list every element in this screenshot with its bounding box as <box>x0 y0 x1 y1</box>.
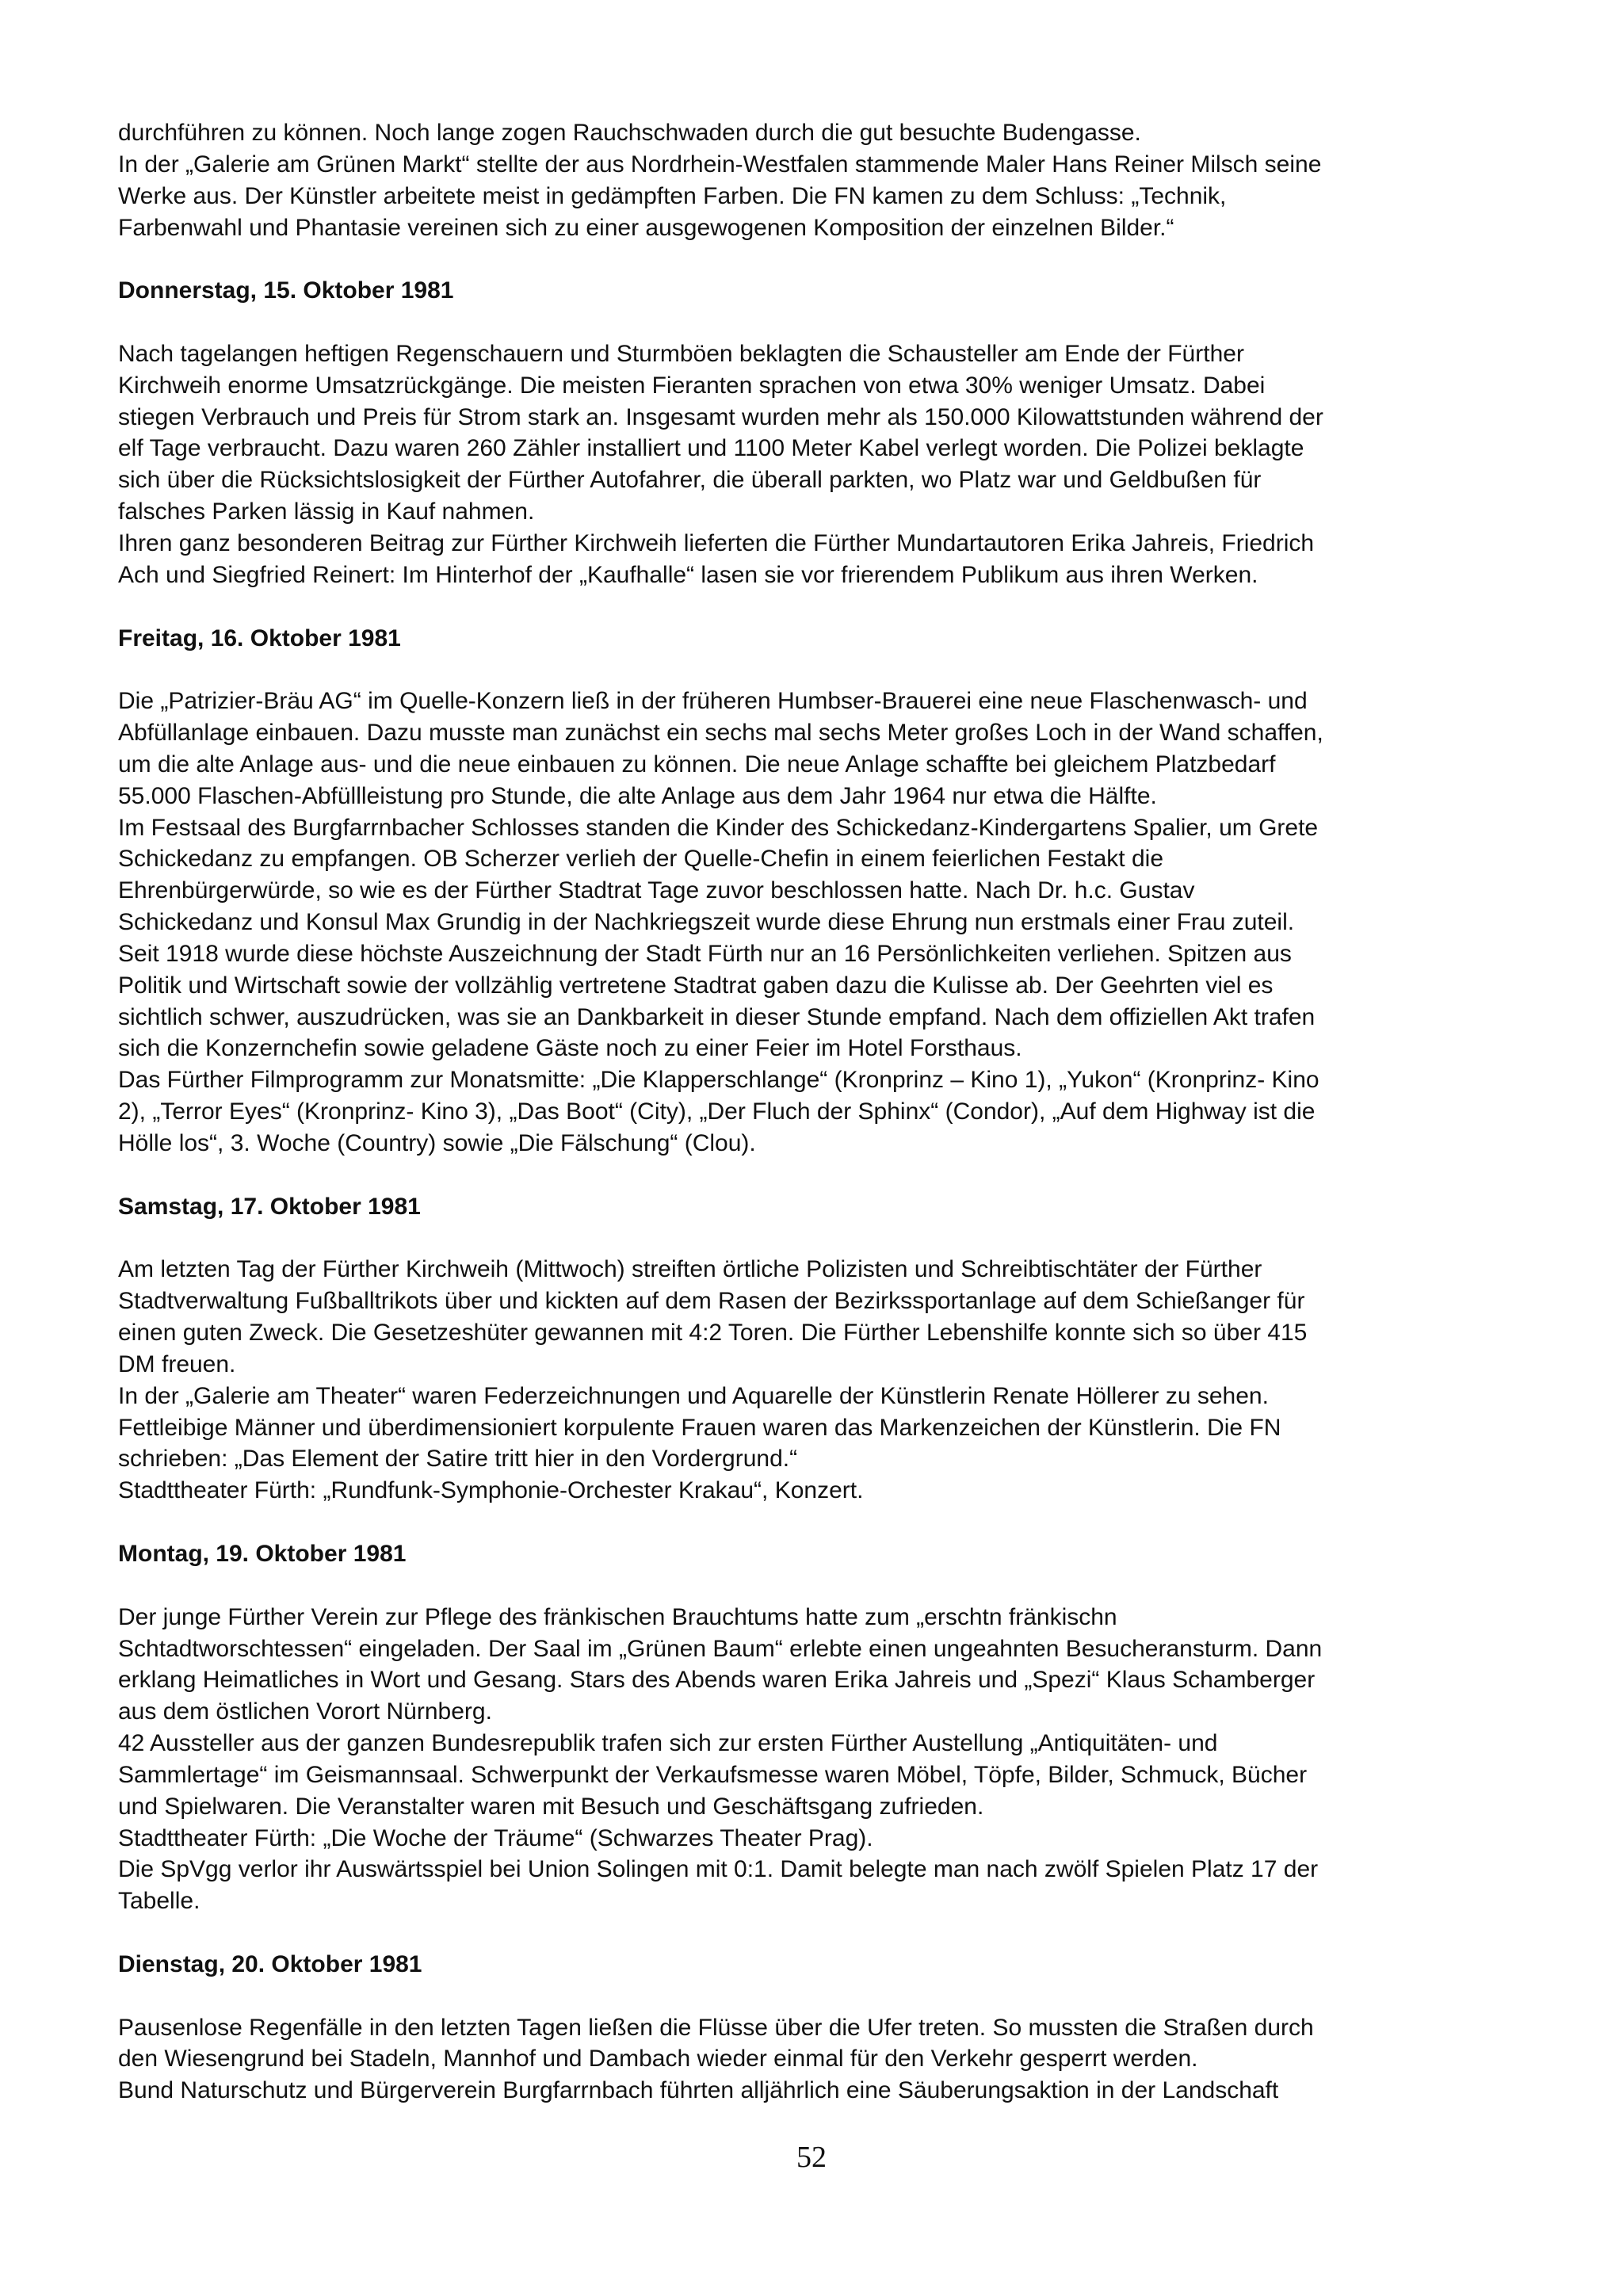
text-line: Tabelle. <box>118 1888 200 1915</box>
text-line: sich die Konzernchefin sowie geladene Gäste noch zu einer Feier im Hotel Forsthaus. <box>118 1035 1022 1062</box>
text-line: Abfüllanlage einbauen. Dazu musste man zunächst ein sechs mal sechs Meter großes Loch in der Wand schaffen, <box>118 720 1323 747</box>
text-line: 55.000 Flaschen-Abfüllleistung pro Stunde, die alte Anlage aus dem Jahr 1964 nur etwa die Hälfte. <box>118 782 1157 809</box>
text-line: Stadttheater Fürth: „Die Woche der Träume“ (Schwarzes Theater Prag). <box>118 1824 873 1851</box>
text-line: Der junge Fürther Verein zur Pflege des fränkischen Brauchtums hatte zum „erschtn fränkischn <box>118 1603 1117 1630</box>
section-heading: Dienstag, 20. Oktober 1981 <box>118 1950 422 1977</box>
text-line: elf Tage verbraucht. Dazu waren 260 Zähler installiert und 1100 Meter Kabel verlegt worden. Die Polizei beklagte <box>118 435 1304 462</box>
text-line: Die SpVgg verlor ihr Auswärtsspiel bei Union Solingen mit 0:1. Damit belegte man nach zwölf Spielen Platz 17 der <box>118 1856 1319 1883</box>
spacer <box>118 591 1592 623</box>
text-line: Nach tagelangen heftigen Regenschauern und Sturmböen beklagten die Schausteller am Ende der Fürther <box>118 340 1244 367</box>
text-line: Hölle los“, 3. Woche (Country) sowie „Die Fälschung“ (Clou). <box>118 1130 756 1156</box>
text-line: sichtlich schwer, auszudrücken, was sie an Dankbarkeit in dieser Stunde empfand. Nach dem offiziellen Akt trafen <box>118 1003 1316 1030</box>
spacer <box>118 1570 1592 1602</box>
text-line: Fettleibige Männer und überdimensioniert korpulente Frauen waren das Markenzeichen der Künstlerin. Die FN <box>118 1414 1281 1441</box>
text-line: Im Festsaal des Burgfarrnbacher Schlosses standen die Kinder des Schickedanz-Kindergartens Spalier, um Grete <box>118 814 1319 841</box>
text-line: Seit 1918 wurde diese höchste Auszeichnung der Stadt Fürth nur an 16 Persönlichkeiten verliehen. Spitzen aus <box>118 940 1292 967</box>
text-line: Kirchweih enorme Umsatzrückgänge. Die meisten Fieranten sprachen von etwa 30% weniger Umsatz. Dabei <box>118 372 1266 399</box>
spacer <box>118 1507 1592 1538</box>
text-line: einen guten Zweck. Die Gesetzeshüter gewannen mit 4:2 Toren. Die Fürther Lebenshilfe konnte sich so über 415 <box>118 1320 1308 1347</box>
text-line: In der „Galerie am Theater“ waren Federzeichnungen und Aquarelle der Künstlerin Renate Höllerer zu sehen. <box>118 1382 1269 1409</box>
text-line: den Wiesengrund bei Stadeln, Mannhof und Dambach wieder einmal für den Verkehr gesperrt werden. <box>118 2046 1198 2073</box>
text-line: In der „Galerie am Grünen Markt“ stellte der aus Nordrhein-Westfalen stammende Maler Hans Reiner Milsch seine <box>118 151 1322 178</box>
text-line: Bund Naturschutz und Bürgerverein Burgfarrnbach führten alljährlich eine Säuberungsaktion in der Landschaft <box>118 2077 1279 2104</box>
text-line: Schtadtworschtessen“ eingeladen. Der Saal im „Grünen Baum“ erlebte einen ungeahnten Besucheransturm. Dann <box>118 1635 1323 1662</box>
text-line: Ehrenbürgerwürde, so wie es der Fürther Stadtrat Tage zuvor beschlossen hatte. Nach Dr. h.c. Gustav <box>118 877 1195 904</box>
section-heading: Samstag, 17. Oktober 1981 <box>118 1193 421 1220</box>
text-line: Pausenlose Regenfälle in den letzten Tagen ließen die Flüsse über die Ufer treten. So mussten die Straßen durch <box>118 2014 1314 2041</box>
section-heading: Montag, 19. Oktober 1981 <box>118 1540 407 1567</box>
text-line: Ihren ganz besonderen Beitrag zur Fürther Kirchweih lieferten die Fürther Mundartautoren Erika Jahreis, Friedrich <box>118 529 1315 556</box>
spacer <box>118 307 1592 338</box>
text-line: Die „Patrizier-Bräu AG“ im Quelle-Konzern ließ in der früheren Humbser-Brauerei eine neue Flaschenwasch- und <box>118 688 1308 715</box>
text-line: Das Fürther Filmprogramm zur Monatsmitte: „Die Klapperschlange“ (Kronprinz – Kino 1), „Yukon“ (Kronprinz- Kino <box>118 1067 1319 1094</box>
document-body <box>118 117 1592 2107</box>
text-line: und Spielwaren. Die Veranstalter waren mit Besuch und Geschäftsgang zufrieden. <box>118 1793 984 1820</box>
text-line: um die alte Anlage aus- und die neue einbauen zu können. Die neue Anlage schaffte bei gleichem Platzbedarf <box>118 751 1276 777</box>
text-line: stiegen Verbrauch und Preis für Strom stark an. Insgesamt wurden mehr als 150.000 Kilowattstunden während der <box>118 403 1323 430</box>
text-line: falsches Parken lässig in Kauf nahmen. <box>118 499 535 525</box>
text-line: Farbenwahl und Phantasie vereinen sich zu einer ausgewogenen Komposition der einzelnen Bilder.“ <box>118 214 1174 241</box>
text-line: schrieben: „Das Element der Satire tritt hier in den Vordergrund.“ <box>118 1446 798 1473</box>
section-heading: Donnerstag, 15. Oktober 1981 <box>118 277 454 304</box>
text-line: Ach und Siegfried Reinert: Im Hinterhof der „Kaufhalle“ lasen sie vor frierendem Publikum aus ihren Werken. <box>118 561 1258 588</box>
text-line: sich über die Rücksichtslosigkeit der Fürther Autofahrer, die überall parkten, wo Platz war und Geldbußen für <box>118 467 1262 494</box>
section-heading: Freitag, 16. Oktober 1981 <box>118 625 401 651</box>
text-line: Am letzten Tag der Fürther Kirchweih (Mittwoch) streiften örtliche Polizisten und Schreibtischtäter der Fürther <box>118 1256 1262 1283</box>
spacer <box>118 1223 1592 1255</box>
page-number: 52 <box>796 2141 827 2174</box>
text-line: Stadtverwaltung Fußballtrikots über und kickten auf dem Rasen der Bezirkssportanlage auf dem Schießanger für <box>118 1288 1305 1315</box>
text-line: DM freuen. <box>118 1350 236 1377</box>
spacer <box>118 1159 1592 1191</box>
text-line: Schickedanz und Konsul Max Grundig in der Nachkriegszeit wurde diese Ehrung nun erstmals einer Frau zuteil. <box>118 909 1295 936</box>
text-line: erklang Heimatliches in Wort und Gesang. Stars des Abends waren Erika Jahreis und „Spezi“ Klaus Schamberger <box>118 1667 1316 1694</box>
spacer <box>118 243 1592 275</box>
text-line: Politik und Wirtschaft sowie der vollzählig vertretene Stadtrat gaben dazu die Kulisse ab. Der Geehrten viel es <box>118 972 1274 999</box>
text-line: aus dem östlichen Vorort Nürnberg. <box>118 1698 492 1725</box>
text-line: Stadttheater Fürth: „Rundfunk-Symphonie-Orchester Krakau“, Konzert. <box>118 1477 864 1504</box>
spacer <box>118 1917 1592 1949</box>
text-line: Schickedanz zu empfangen. OB Scherzer verlieh der Quelle-Chefin in einem feierlichen Festakt die <box>118 846 1164 873</box>
spacer <box>118 1981 1592 2012</box>
text-line: Sammlertage“ im Geismannsaal. Schwerpunkt der Verkaufsmesse waren Möbel, Töpfe, Bilder, Schmuck, Bücher <box>118 1761 1308 1788</box>
text-line: 2), „Terror Eyes“ (Kronprinz- Kino 3), „Das Boot“ (City), „Der Fluch der Sphinx“ (Condor), „Auf dem Highway ist die <box>118 1098 1316 1125</box>
spacer <box>118 654 1592 686</box>
text-line: Werke aus. Der Künstler arbeitete meist in gedämpften Farben. Die FN kamen zu dem Schluss: „Technik, <box>118 182 1227 209</box>
text-line: durchführen zu können. Noch lange zogen Rauchschwaden durch die gut besuchte Budengasse. <box>118 120 1141 146</box>
text-line: 42 Aussteller aus der ganzen Bundesrepublik trafen sich zur ersten Fürther Austellung „Antiquitäten- und <box>118 1730 1218 1757</box>
